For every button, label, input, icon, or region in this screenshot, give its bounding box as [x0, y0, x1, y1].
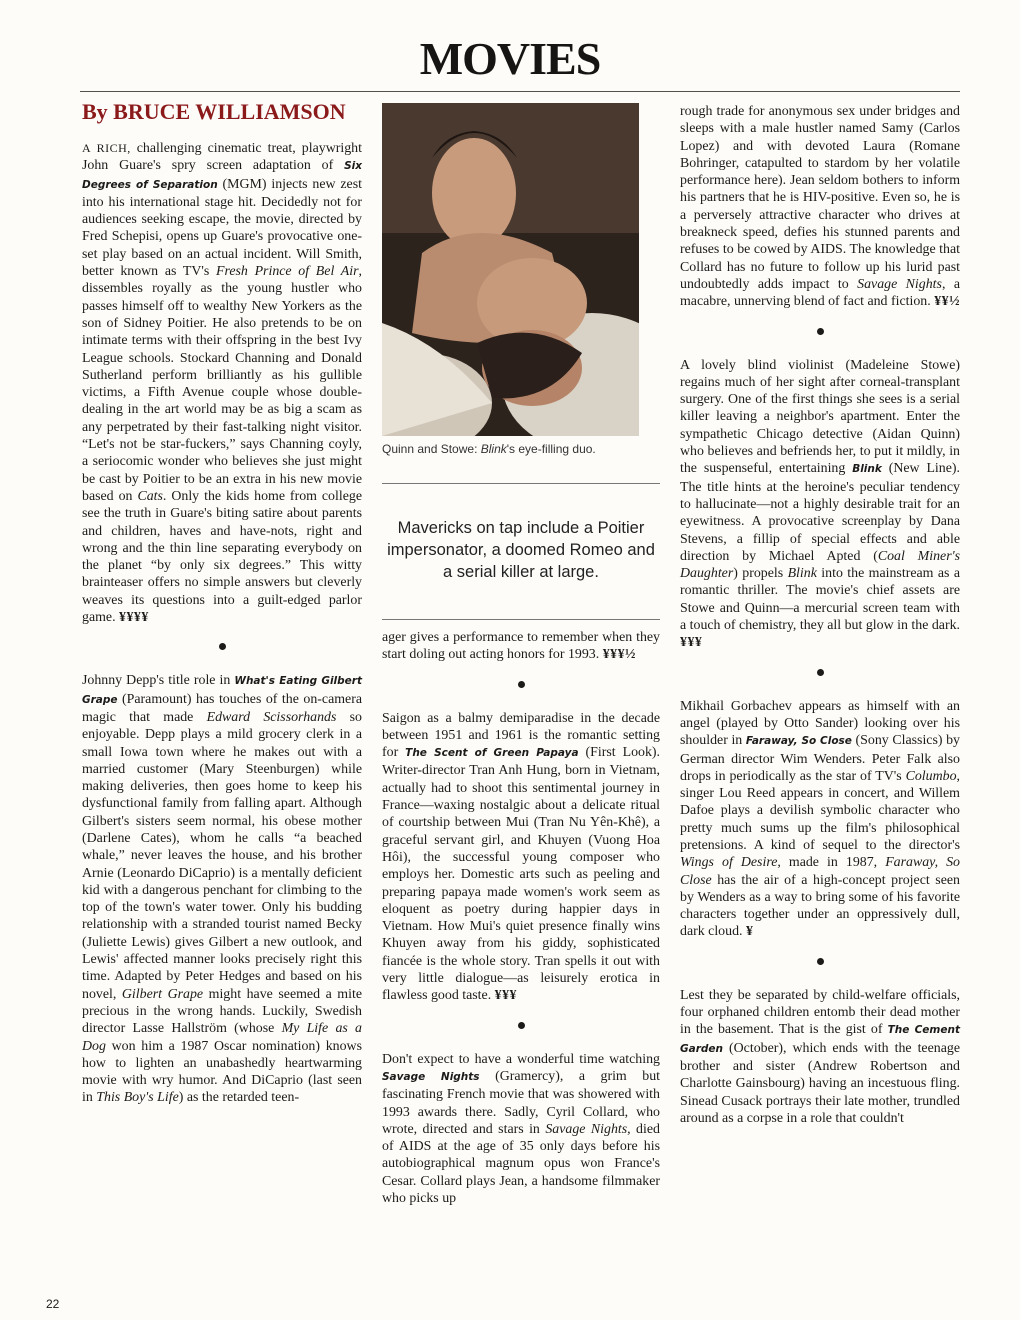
- text: Johnny Depp's title role in: [82, 673, 235, 689]
- show-title: Columbo: [905, 768, 957, 784]
- photo-caption: [382, 442, 662, 456]
- caption-text: 's eye-filling duo.: [506, 442, 596, 456]
- film-ref: Gilbert Grape: [121, 986, 204, 1002]
- show-title: Fresh Prince of Bel Air: [215, 264, 359, 280]
- film-ref: Wings of Desire: [680, 855, 778, 871]
- film-title: The Scent of Green Papaya: [405, 747, 579, 760]
- text: . Only the kids home from college see the truth in Guare's biting satire about parents and children, haves and have-nots, right and wrong and the thin line separating everybody on the planet “by only six degrees.” This witty brainteaser offers no simple answers but cleverly weaves its questions into a guilt-edged parlor game.: [82, 488, 362, 626]
- text: challenging cinematic treat, playwright John Guare's spry screen adaptation of: [82, 141, 362, 174]
- review-gilbert-grape: [82, 672, 362, 1106]
- text: , died of AIDS at the age of 35 only days before his autobiographical magnum opus won France's Cesar. Collard plays Jean, a handsome filmmaker who picks up: [382, 1121, 660, 1207]
- film-title: The Cement Garden: [680, 1024, 960, 1055]
- section-bullet: [82, 640, 362, 654]
- movie-still-photo: [382, 103, 639, 436]
- pull-quote-rule-bottom: [382, 619, 660, 620]
- text: A lovely blind violinist (Madeleine Stowe) regains much of her sight after corneal-transplant surgery. One of the first things she sees is a serial killer leaving a neighbor's apartment. Enter the sympathetic Chicago detective (Aidan Quinn) who believes and befriends her, to put it mildly, in the suspenseful, entertaining: [680, 357, 960, 477]
- rating-stars: ¥: [745, 924, 754, 940]
- section-bullet: [680, 666, 960, 680]
- review-cement-garden: [680, 987, 960, 1127]
- film-ref: My Life as a Dog: [82, 1021, 362, 1054]
- text: , singer Lou Reed appears in concert, and Willem Dafoe plays a devilish symbolic character who pretty much sums up the film's philosophical pretensions. A kind of sequel to the director's: [680, 768, 960, 853]
- text: ) as the retarded teen-: [178, 1090, 300, 1106]
- header-divider: [80, 91, 960, 92]
- lead-in: A RICH,: [82, 141, 131, 155]
- film-title: Savage Nights: [382, 1070, 480, 1083]
- film-ref: Savage Nights: [857, 276, 942, 292]
- byline: By BRUCE WILLIAMSON: [82, 99, 346, 124]
- film-ref: This Boy's Life: [96, 1090, 179, 1106]
- rating-stars: ¥¥¥¥: [119, 610, 149, 626]
- text: rough trade for anonymous sex under bridges and sleeps with a male hustler named Samy (Carlos Lopez) and with devoted Laura (Romane Bohringer, catapulted to stardom by her volatile performance here). Jean seldom bothers to inform his partners that he is HIV-positive. Even so, he is a perversely attractive character who drives at breakneck speed, defies his stunned parents and refuses to be cowed by AIDS. The knowledge that Collard has no future to follow up his lurid past undoubtedly adds impact to: [680, 104, 960, 292]
- film-ref: Blink: [787, 566, 817, 582]
- film-title: Blink: [852, 463, 882, 476]
- text: won him a 1987 Oscar nomination) knows how to lighten an unabashedly heartwarming movie with wry humor. And DiCaprio (last seen in: [82, 1038, 362, 1106]
- text: (New Line). The title hints at the heroine's peculiar tendency to hallucinate—not a highly desirable trait for an eyewitness. A provocative screenplay by Dana Stevens, a fillip of special effects and able direction by Michael Apted (: [680, 461, 960, 564]
- rating-stars: ¥¥½: [934, 294, 960, 310]
- text: Mikhail Gorbachev appears as himself with an angel (played by Otto Sander) looking over his shoulder in: [680, 698, 960, 749]
- section-bullet: [382, 678, 660, 692]
- review-six-degrees: [82, 140, 362, 626]
- text: (Paramount) has touches of the on-camera magic that made: [82, 691, 362, 725]
- article-column-3: [680, 103, 960, 1127]
- film-ref: Coal Miner's Daughter: [680, 548, 960, 582]
- section-bullet: [382, 1019, 660, 1033]
- text: (Gramercy), a grim but fascinating French movie that was showered with 1993 awards there. Sadly, Cyril Collard, who wrote, directed and stars in: [382, 1068, 660, 1137]
- text: (First Look). Writer-director Tran Anh Hung, born in Vietnam, actually had to shoot this sentimental journey in France—waxing nostalgic about a delicate ritual of courtship between Mui (Tran Nu Yên-Khê), a graceful servant girl, and Khuyen (Vuong Hoa Hôi), the successful young composer who employs her. Domestic arts such as peeling and preparing papaya made women's work seem as eloquent as poetry during happier days in Vietnam. How Mui's quiet presence finally wins Khuyen away from his giddy, sophisticated fiancée is the whole story. Tran spells it out with very little dialogue—as leisurely erotica in flawless good taste.: [382, 745, 660, 1004]
- text: , a macabre, unnerving blend of fact and fiction.: [680, 276, 960, 310]
- text: (October), which ends with the teenage brother and sister (Andrew Robertson and Charlotte Gainsbourg) having an incestuous fling. Sinead Cusack portrays their late mother, trundled around as a corpse in a role that couldn't: [680, 1040, 960, 1126]
- text: ) propels: [733, 566, 788, 582]
- review-blink: [680, 357, 960, 652]
- text: Don't expect to have a wonderful time watching: [382, 1051, 660, 1067]
- rating-stars: ¥¥¥: [680, 635, 703, 651]
- section-bullet: [680, 325, 960, 339]
- photo-illustration: [382, 103, 639, 436]
- film-ref: Faraway, So Close: [680, 855, 960, 888]
- review-green-papaya: [382, 710, 660, 1005]
- text: Saigon as a balmy demiparadise in the decade between 1951 and 1961 is the romantic setting for: [382, 710, 660, 761]
- caption-text: Quinn and Stowe:: [382, 442, 481, 456]
- article-column-2: [382, 629, 660, 1207]
- show-title: Cats: [137, 488, 163, 504]
- text: into the mainstream as a romantic thriller. The movie's chief assets are Stowe and Quinn—a mercurial screen team with a touch of chemistry, they all but glow in the dark.: [680, 566, 960, 634]
- section-title: MOVIES: [419, 33, 601, 84]
- text: has the air of a high-concept project seen by Wenders as a way to bring some of his favorite characters together under an oppressively dull, dark cloud.: [680, 872, 960, 940]
- page-number: 22: [46, 1297, 60, 1311]
- review-savage-nights-cont: [680, 103, 960, 311]
- text: might have seemed a mite precious in the wrong hands. Luckily, Swedish director Lasse Hallström (whose: [82, 986, 362, 1037]
- film-title: Faraway, So Close: [745, 735, 852, 748]
- film-ref: Edward Scissorhands: [206, 709, 337, 725]
- review-faraway-so-close: [680, 698, 960, 941]
- rating-stars: ¥¥¥½: [602, 647, 636, 663]
- pull-quote: Mavericks on tap include a Poitier impersonator, a doomed Romeo and a serial killer at large.: [387, 519, 655, 581]
- text: , made in 1987,: [777, 855, 886, 871]
- pull-quote-rule-top: [382, 483, 660, 484]
- review-savage-nights: [382, 1051, 660, 1208]
- text: so enjoyable. Depp plays a mild grocery clerk in a small Iowa town where he makes out with a married customer (Mary Steenburgen) while making deliveries, then goes home to keep his dysfunctional family from falling apart. Although Gilbert's sisters seem normal, his obese mother (Darlene Cates), whom he calls “a beached whale,” never leaves the house, and his brother Arnie (Leonardo DiCaprio) is a mentally deficient kid with a dangerous penchant for climbing to the top of the town's water tower. Only his budding relationship with a stranded tourist named Becky (Juliette Lewis) gives Gilbert a new outlook, and Lewis' affected manner looks precisely right this time. Adapted by Peter Hedges and based on his novel,: [82, 709, 362, 1002]
- caption-title: Blink: [480, 442, 507, 456]
- film-ref: Savage Nights: [545, 1121, 628, 1137]
- text: , dissembles royally as the young hustler who passes himself off to wealthy New Yorkers as the son of Sidney Poitier. He also pretends to be on intimate terms with their offspring in the best Ivy League schools. Stockard Channing and Donald Sutherland perform brilliantly as his gullible victims, a Fifth Avenue couple whose double-dealing in the art world may be as big a scam as any perpetrated by their fast-talking night visitor. “Let's not be star-fuckers,” says Channing coyly, a seriocomic wonder who believes she just might be cast by Poitier to be an extra in his new movie based on: [82, 264, 362, 504]
- section-bullet: [680, 955, 960, 969]
- text: ager gives a performance to remember when they start doling out acting honors for 1993.: [382, 630, 660, 663]
- article-column-1: [82, 140, 362, 1107]
- text: Lest they be separated by child-welfare officials, four orphaned children entomb their dead mother in the basement. That is the gist of: [680, 987, 960, 1038]
- film-title: Six Degrees of Separation: [82, 160, 362, 191]
- film-title: What's Eating Gilbert Grape: [82, 675, 362, 706]
- review-gilbert-grape-cont: [382, 629, 660, 664]
- rating-stars: ¥¥¥: [494, 988, 517, 1004]
- text: (Sony Classics) by German director Wim Wenders. Peter Falk also drops in periodically as the star of TV's: [680, 733, 961, 784]
- text: (MGM) injects new zest into his international stage hit. Decidedly not for audiences seeking escape, the movie, directed by Fred Schepisi, opens up Guare's provocative one-set play based on an actual incident. Will Smith, better known as TV's: [82, 176, 362, 280]
